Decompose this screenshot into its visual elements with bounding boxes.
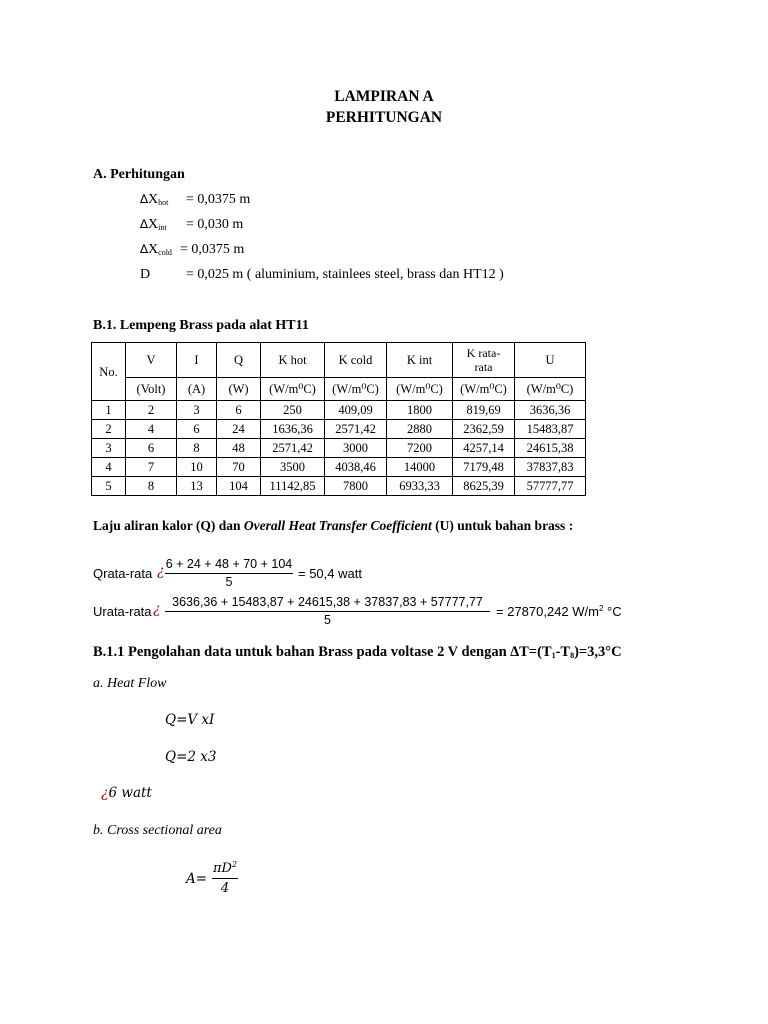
cross-section-lhs: A= [186, 871, 208, 887]
col-unit: (W/m⁰C) [387, 378, 453, 401]
table-row [92, 420, 586, 439]
qrata-mark: ¿ [157, 563, 165, 579]
col-unit: (W/m⁰C) [261, 378, 325, 401]
table-cell: 6933,33 [387, 477, 453, 496]
table-cell: 409,09 [325, 401, 387, 420]
table-cell: 4 [126, 420, 177, 439]
table-cell: 3 [177, 401, 217, 420]
var-x-int-value: = 0,030 m [186, 217, 244, 232]
col-header: K hot [261, 343, 325, 378]
table-cell: 48 [217, 439, 261, 458]
col-header: Q [217, 343, 261, 378]
col-header: U [515, 343, 586, 378]
table-cell: 8 [126, 477, 177, 496]
table-cell: 70 [217, 458, 261, 477]
table-cell: 1800 [387, 401, 453, 420]
table-cell: 2571,42 [261, 439, 325, 458]
table-cell: 2 [92, 420, 126, 439]
col-header-no: No. [92, 343, 126, 401]
col-header: K rata-rata [453, 343, 515, 378]
col-header: V [126, 343, 177, 378]
urata-denominator: 5 [324, 613, 331, 627]
table-cell: 6 [177, 420, 217, 439]
section-a-heading: A. Perhitungan [93, 167, 185, 182]
table-cell: 2571,42 [325, 420, 387, 439]
laju-heading: Laju aliran kalor (Q) dan Overall Heat Transfer Coefficient (U) untuk bahan brass : [93, 518, 574, 533]
table-row [92, 401, 586, 420]
table-cell: 14000 [387, 458, 453, 477]
table-cell: 4 [92, 458, 126, 477]
table-row [92, 458, 586, 477]
urata-mark: ¿ [153, 601, 161, 617]
delta-symbol: ∆ [140, 217, 149, 231]
section-b1-heading: B.1. Lempeng Brass pada alat HT11 [93, 318, 309, 333]
table-cell: 15483,87 [515, 420, 586, 439]
heat-flow-label: a. Heat Flow [93, 676, 167, 691]
urata-numerator: 3636,36 + 15483,87 + 24615,38 + 37837,83 + 57777,77 [172, 595, 483, 609]
table-cell: 4257,14 [453, 439, 515, 458]
cross-section-numerator: $\pi D^2$ [212, 860, 238, 876]
table-cell: 104 [217, 477, 261, 496]
cross-section-fraction-line [212, 878, 238, 879]
table-units-row [92, 378, 586, 401]
table-cell: 3500 [261, 458, 325, 477]
table-cell: 6 [217, 401, 261, 420]
var-x-hot: $\Delta X_{hot}$ [140, 192, 169, 207]
col-header: I [177, 343, 217, 378]
var-x-hot-value: = 0,0375 m [186, 192, 251, 207]
table-cell: 6 [126, 439, 177, 458]
qrata-result: = 50,4 watt [298, 566, 362, 581]
table-cell: 7179,48 [453, 458, 515, 477]
urata-result: = 27870,242 $W/m^2$ °C [496, 604, 622, 619]
table-cell: 7 [126, 458, 177, 477]
var-x-cold: $\Delta X_{cold}$ [140, 242, 172, 257]
cross-section-denominator: 4 [220, 881, 230, 896]
table-cell: 8625,39 [453, 477, 515, 496]
col-unit: (W/m⁰C) [515, 378, 586, 401]
col-unit: (A) [177, 378, 217, 401]
table-cell: 10 [177, 458, 217, 477]
table-cell: 24 [217, 420, 261, 439]
col-unit: (W/m⁰C) [453, 378, 515, 401]
delta-symbol: ∆ [140, 192, 149, 206]
table-cell: 24615,38 [515, 439, 586, 458]
table-row [92, 439, 586, 458]
table-cell: 2362,59 [453, 420, 515, 439]
col-unit: (W) [217, 378, 261, 401]
heat-flow-eq2: Q=2 x3 [165, 749, 217, 765]
col-unit: (W/m⁰C) [325, 378, 387, 401]
urata-label: Urata-rata [93, 604, 152, 619]
table-cell: 4038,46 [325, 458, 387, 477]
table-cell: 2 [126, 401, 177, 420]
qrata-fraction-line [165, 573, 293, 574]
qrata-numerator: 6 + 24 + 48 + 70 + 104 [165, 557, 293, 571]
var-d-label: D [140, 267, 151, 282]
table-cell: 11142,85 [261, 477, 325, 496]
table-cell: 5 [92, 477, 126, 496]
var-x-cold-value: = 0,0375 m [180, 242, 245, 257]
table-cell: 250 [261, 401, 325, 420]
b11-heading: B.1.1 Pengolahan data untuk bahan Brass pada voltase 2 V dengan $\Delta T=(T_1-T_8)=3,3^\circ C$ [93, 644, 622, 660]
cross-section-label: b. Cross sectional area [93, 823, 222, 838]
table-cell: 1636,36 [261, 420, 325, 439]
urata-fraction-line [165, 611, 490, 612]
table-cell: 13 [177, 477, 217, 496]
table-cell: 3 [92, 439, 126, 458]
title-line-2: PERHITUNGAN [325, 109, 443, 126]
table-cell: 8 [177, 439, 217, 458]
qrata-label: Qrata-rata [93, 566, 153, 581]
qrata-denominator: 5 [225, 575, 233, 589]
heat-flow-result: ¿6 watt [101, 785, 152, 801]
col-unit: (Volt) [126, 378, 177, 401]
data-table [91, 342, 586, 496]
var-d-value: = 0,025 m ( aluminium, stainlees steel, brass dan HT12 ) [186, 267, 504, 282]
table-cell: 7800 [325, 477, 387, 496]
table-cell: 37837,83 [515, 458, 586, 477]
table-cell: 819,69 [453, 401, 515, 420]
table-cell: 3000 [325, 439, 387, 458]
table-row [92, 477, 586, 496]
col-header: K cold [325, 343, 387, 378]
var-x-int: $\Delta X_{int}$ [140, 217, 167, 232]
table-cell: 57777,77 [515, 477, 586, 496]
title-line-1: LAMPIRAN A [334, 88, 434, 105]
heat-flow-eq1: Q=V xI [165, 712, 215, 728]
table-cell: 7200 [387, 439, 453, 458]
table-cell: 1 [92, 401, 126, 420]
table-cell: 3636,36 [515, 401, 586, 420]
table-header-row [92, 343, 586, 378]
col-header: K int [387, 343, 453, 378]
delta-symbol: ∆ [140, 242, 149, 256]
table-cell: 2880 [387, 420, 453, 439]
